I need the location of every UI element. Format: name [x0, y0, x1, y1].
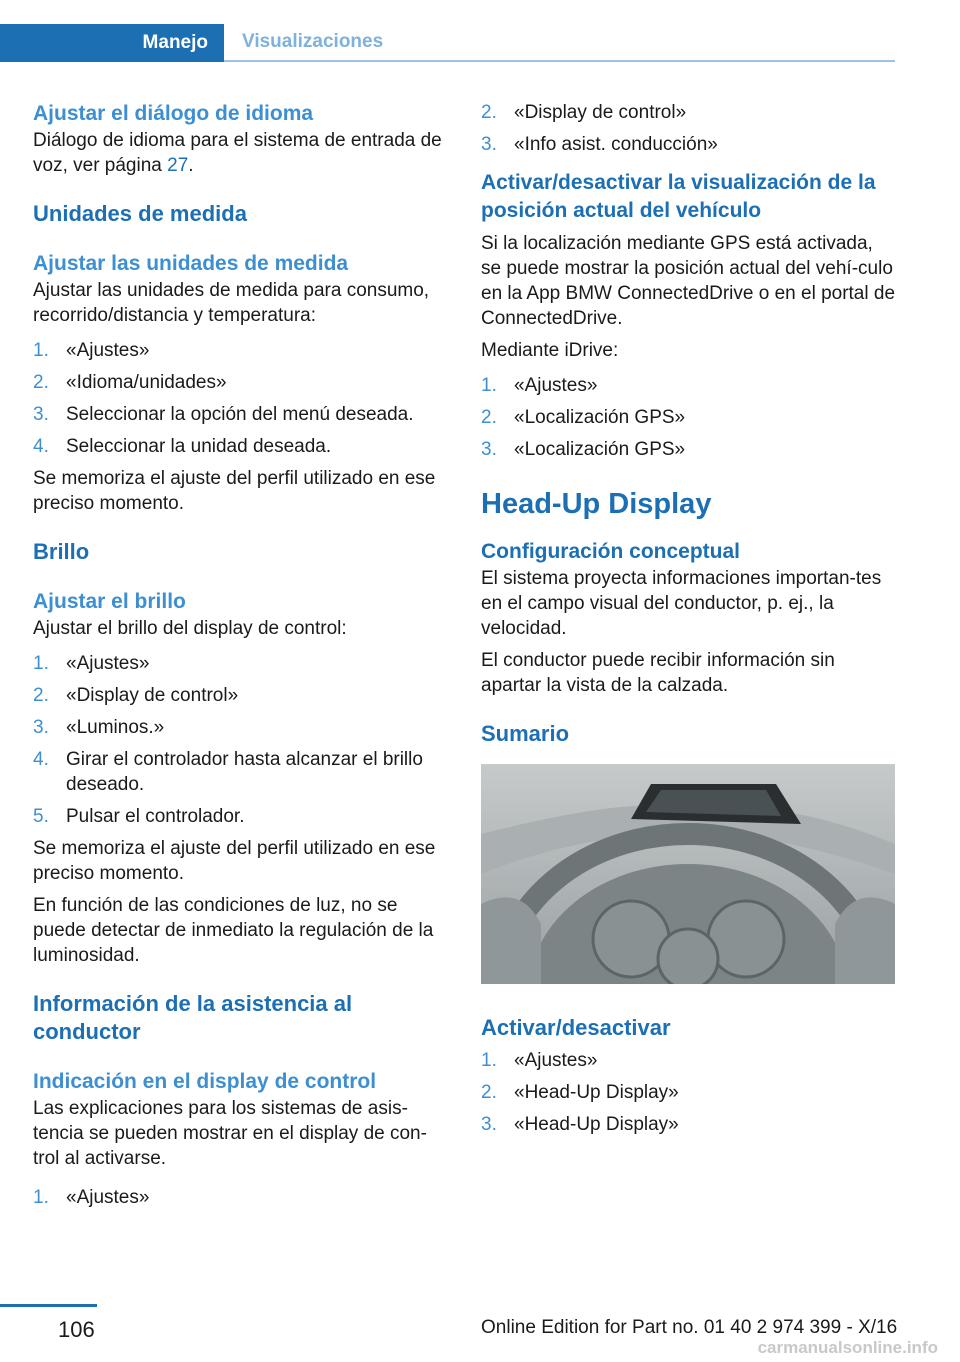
steps-asistencia-cont [481, 100, 895, 157]
step-text: «Display de control» [514, 102, 687, 123]
step-text: «Luminos.» [66, 717, 165, 738]
step-number: 1. [33, 1187, 49, 1208]
step-text: «Ajustes» [66, 1187, 150, 1208]
paragraph-note: En función de las condiciones de luz, no se puede detectar de inmediato la regulación de la luminosidad. [33, 895, 434, 966]
page-number: 106 [58, 1317, 95, 1342]
section-activar: Activar/desactivar [481, 1015, 671, 1040]
list-item [33, 338, 443, 363]
list-item [33, 651, 443, 676]
heading-ajustar-brillo: Ajustar el brillo [33, 590, 186, 613]
steps-brillo [33, 651, 443, 829]
step-text: «Ajustes» [66, 653, 150, 674]
list-item [481, 100, 895, 125]
step-text: «Idioma/unidades» [66, 372, 227, 393]
header-tabs [0, 24, 895, 62]
step-text: «Info asist. conducción» [514, 134, 718, 155]
section-sumario: Sumario [481, 721, 570, 746]
page-link[interactable]: 27 [167, 155, 189, 176]
tab-manejo[interactable]: Manejo [0, 24, 224, 62]
list-item [33, 747, 443, 797]
heading-posicion-vehiculo: Activar/desactivar la visualización de la posición actual del vehículo [481, 171, 876, 222]
left-column [33, 100, 443, 1217]
head-up-display-illustration [481, 764, 895, 984]
section-brillo: Brillo [33, 539, 90, 564]
heading-indicacion: Indicación en el display de control [33, 1070, 377, 1093]
paragraph-note: Se memoriza el ajuste del perfil utilizado en ese preciso momento. [33, 838, 436, 884]
step-number: 1. [33, 340, 49, 361]
step-number: 1. [481, 1050, 497, 1071]
step-text: «Ajustes» [514, 375, 598, 396]
list-item [33, 402, 443, 427]
step-text: Seleccionar la unidad deseada. [66, 436, 332, 457]
step-text: Seleccionar la opción del menú deseada. [66, 404, 414, 425]
text: . [188, 155, 194, 176]
heading-ajustar-unidades: Ajustar las unidades de medida [33, 252, 349, 275]
step-text: «Head-Up Display» [514, 1082, 679, 1103]
step-number: 2. [33, 372, 49, 393]
step-text: Girar el controlador hasta alcanzar el brillo deseado. [66, 749, 423, 795]
paragraph-conductor: El conductor puede recibir información sin apartar la vista de la calzada. [481, 650, 835, 696]
list-item [33, 1185, 443, 1210]
footer-accent-line [0, 1304, 97, 1307]
step-number: 5. [33, 806, 49, 827]
paragraph-unidades: Ajustar las unidades de medida para consumo, recorrido/distancia y temperatura: [33, 280, 430, 326]
heading-configuracion: Configuración conceptual [481, 540, 741, 563]
list-item [481, 1112, 895, 1137]
step-number: 3. [481, 1114, 497, 1135]
paragraph-gps: Si la localización mediante GPS está activada, se puede mostrar la posición actual del vehí-culo en la App BMW ConnectedDrive o en el portal de ConnectedDrive. [481, 233, 896, 329]
list-item [481, 405, 895, 430]
dashboard-figure [481, 764, 895, 984]
section-asistencia: Información de la asistencia al conductor [33, 991, 353, 1044]
edition-text: Online Edition for Part no. 01 40 2 974 399 - X/16 [481, 1317, 898, 1338]
step-text: «Head-Up Display» [514, 1114, 679, 1135]
step-number: 4. [33, 749, 49, 770]
steps-unidades [33, 338, 443, 459]
paragraph-brillo: Ajustar el brillo del display de control: [33, 618, 347, 639]
list-item [33, 804, 443, 829]
step-number: 4. [33, 436, 49, 457]
step-number: 2. [481, 1082, 497, 1103]
step-text: «Localización GPS» [514, 407, 686, 428]
list-item [481, 132, 895, 157]
step-text: «Ajustes» [514, 1050, 598, 1071]
step-text: «Localización GPS» [514, 439, 686, 460]
step-number: 2. [33, 685, 49, 706]
step-number: 2. [481, 102, 497, 123]
watermark: carmanualsonline.info [757, 1338, 938, 1357]
step-number: 2. [481, 407, 497, 428]
section-unidades: Unidades de medida [33, 201, 247, 226]
steps-hud [481, 1048, 895, 1137]
chapter-head-up-display: Head-Up Display [481, 488, 712, 520]
list-item [33, 370, 443, 395]
text: Diálogo de idioma para el sistema de entrada de voz, ver página [33, 130, 442, 176]
right-column [481, 100, 895, 1144]
list-item [481, 437, 895, 462]
heading-ajustar-dialogo: Ajustar el diálogo de idioma [33, 102, 314, 125]
step-text: Pulsar el controlador. [66, 806, 245, 827]
paragraph-configuracion: El sistema proyecta informaciones importan-tes en el campo visual del conductor, p. ej., la velocidad. [481, 568, 882, 639]
step-text: «Ajustes» [66, 340, 150, 361]
paragraph-dialogo [33, 128, 443, 178]
list-item [33, 434, 443, 459]
step-number: 3. [481, 439, 497, 460]
steps-gps [481, 373, 895, 462]
list-item [33, 715, 443, 740]
step-number: 3. [33, 404, 49, 425]
list-item [481, 373, 895, 398]
step-number: 3. [481, 134, 497, 155]
list-item [481, 1080, 895, 1105]
paragraph-idrive: Mediante iDrive: [481, 340, 619, 361]
tab-visualizaciones[interactable]: Visualizaciones [224, 24, 895, 62]
paragraph-note: Se memoriza el ajuste del perfil utilizado en ese preciso momento. [33, 468, 436, 514]
list-item [481, 1048, 895, 1073]
step-number: 1. [33, 653, 49, 674]
step-number: 3. [33, 717, 49, 738]
steps-asistencia [33, 1185, 443, 1210]
paragraph-asistencia: Las explicaciones para los sistemas de asis-tencia se pueden mostrar en el display de con-trol al activarse. [33, 1098, 427, 1169]
step-text: «Display de control» [66, 685, 239, 706]
step-number: 1. [481, 375, 497, 396]
list-item [33, 683, 443, 708]
